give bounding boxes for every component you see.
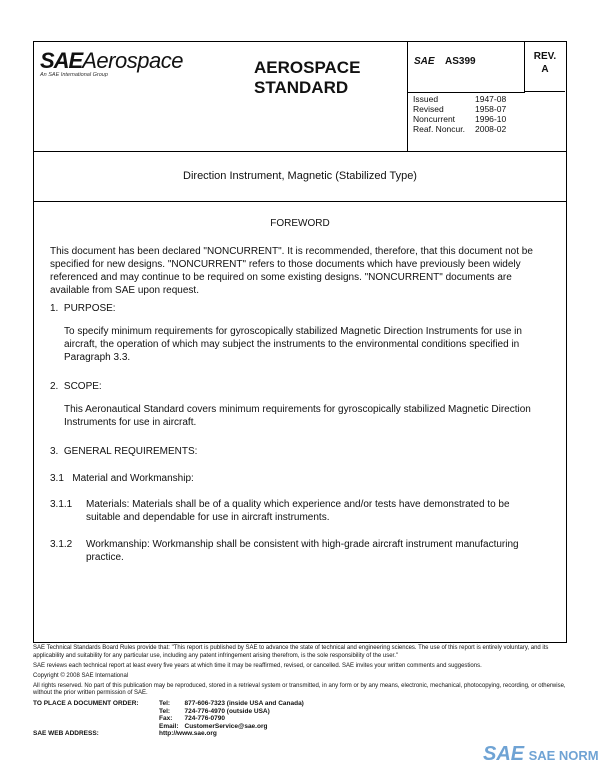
contact-value: 877-606-7323 (inside USA and Canada) [184, 700, 304, 707]
doc-number-cell [407, 42, 525, 93]
section-number: 3.1.1 [50, 499, 73, 510]
date-label: Revised [413, 104, 444, 114]
sae-small-logo: SAE [414, 56, 435, 67]
date-value: 2008-02 [474, 124, 507, 134]
document-body [34, 201, 566, 563]
footer-rights: All rights reserved. No part of this publication may be reproduced, stored in a retrieval system or transmitted, in any form or by any means, electronic, mechanical, photocopying, recording, or otherwise, without the prior written permission of SAE. [33, 682, 566, 696]
rev-label: REV. [533, 51, 557, 62]
web-address-link[interactable]: http://www.sae.org [159, 730, 217, 737]
section-title: SCOPE: [63, 381, 102, 392]
section-number: 2. [50, 381, 59, 392]
section-text: Materials: Materials shall be of a quality which experience and/or tests have demonstrated to be suitable and dependable for use in aircraft instruments. [86, 499, 510, 523]
date-label: Issued [413, 94, 439, 104]
foreword-heading: FOREWORD [270, 218, 330, 229]
date-row [413, 94, 516, 104]
section-number: 3.1.2 [50, 539, 73, 550]
footer-review: SAE reviews each technical report at least every five years at which time it may be reaffirmed, revised, or cancelled. SAE invites your written comments and suggestions. [33, 662, 482, 669]
revision-cell [524, 42, 565, 92]
date-row [413, 114, 516, 124]
section-number: 3.1 [50, 473, 64, 484]
section-title: PURPOSE: [63, 303, 116, 314]
section-3-1-2 [50, 538, 545, 564]
header [34, 42, 566, 152]
document-title: Direction Instrument, Magnetic (Stabilized Type) [34, 151, 566, 202]
section-title: Material and Workmanship: [72, 473, 194, 484]
contact-label: Tel: [159, 700, 171, 707]
standard-line1: AEROSPACE [254, 58, 361, 77]
footer-rules: SAE Technical Standards Board Rules provide that: "This report is published by SAE to advance the state of technical and engineering sciences. The use of this report is entirely voluntary, and its applicability and suitability for any particular use, including any patent infringement arising therefrom, is the sole responsibility of the user." [33, 645, 549, 659]
section-1-heading [50, 302, 545, 315]
date-label: Noncurrent [413, 114, 456, 124]
logo-aerospace: Aerospace [82, 48, 183, 73]
doc-number: AS399 [445, 56, 476, 67]
date-row [413, 124, 516, 134]
contact-label: Email: [159, 722, 179, 730]
sae-norm-watermark: SAE SAE NORM [483, 743, 599, 765]
standard-heading [254, 58, 360, 98]
section-number: 1. [50, 303, 59, 314]
section-2-heading [50, 380, 545, 393]
web-label: SAE WEB ADDRESS: [33, 730, 99, 737]
footer-copyright: Copyright © 2008 SAE International [33, 672, 129, 679]
logo-sae: SAE [40, 48, 83, 73]
contact-label: Tel: [159, 707, 171, 715]
section-3-heading [50, 445, 545, 458]
order-info [33, 700, 310, 738]
date-value: 1996-10 [474, 114, 507, 124]
dates-cell [407, 92, 566, 151]
logo-subtitle: An SAE International Group [40, 72, 108, 78]
date-value: 1958-07 [474, 104, 507, 114]
contact-email[interactable]: CustomerService@sae.org [184, 722, 268, 730]
section-3-1-heading [50, 472, 545, 485]
footer [33, 645, 573, 738]
date-row [413, 104, 516, 114]
section-text: Workmanship: Workmanship shall be consistent with high-grade aircraft instrument manufacturing practice. [86, 539, 519, 563]
sae-aerospace-logo [40, 48, 183, 78]
section-1-text: To specify minimum requirements for gyroscopically stabilized Magnetic Direction Instruments for use in aircraft, the operation of which may subject the instruments to the environmental conditions specified in Paragraph 3.3. [64, 326, 522, 363]
standard-line2: STANDARD [254, 78, 349, 97]
date-value: 1947-08 [474, 94, 507, 104]
section-2-text: This Aeronautical Standard covers minimum requirements for gyroscopically stabilized Magnetic Direction Instruments for use in aircraft. [64, 404, 531, 428]
contact-value: 724-776-0790 [184, 715, 225, 722]
contact-label: Fax: [159, 715, 173, 722]
rev-value: A [541, 64, 549, 75]
section-3-1-1 [50, 498, 545, 524]
document-frame [33, 41, 567, 643]
contact-value: 724-776-4970 (outside USA) [184, 707, 270, 715]
section-title: GENERAL REQUIREMENTS: [63, 446, 198, 457]
order-label: TO PLACE A DOCUMENT ORDER: [33, 700, 139, 707]
date-label: Reaf. Noncur. [413, 124, 465, 134]
foreword-text: This document has been declared "NONCURRENT". It is recommended, therefore, that this document not be specified for new designs. "NONCURRENT" refers to those documents which have previously been widely referenced and may continue to be required on some existing designs. "NONCURRENT" documents are available from SAE upon request. [50, 246, 533, 296]
watermark-text: SAE NORM [528, 748, 599, 763]
section-number: 3. [50, 446, 59, 457]
